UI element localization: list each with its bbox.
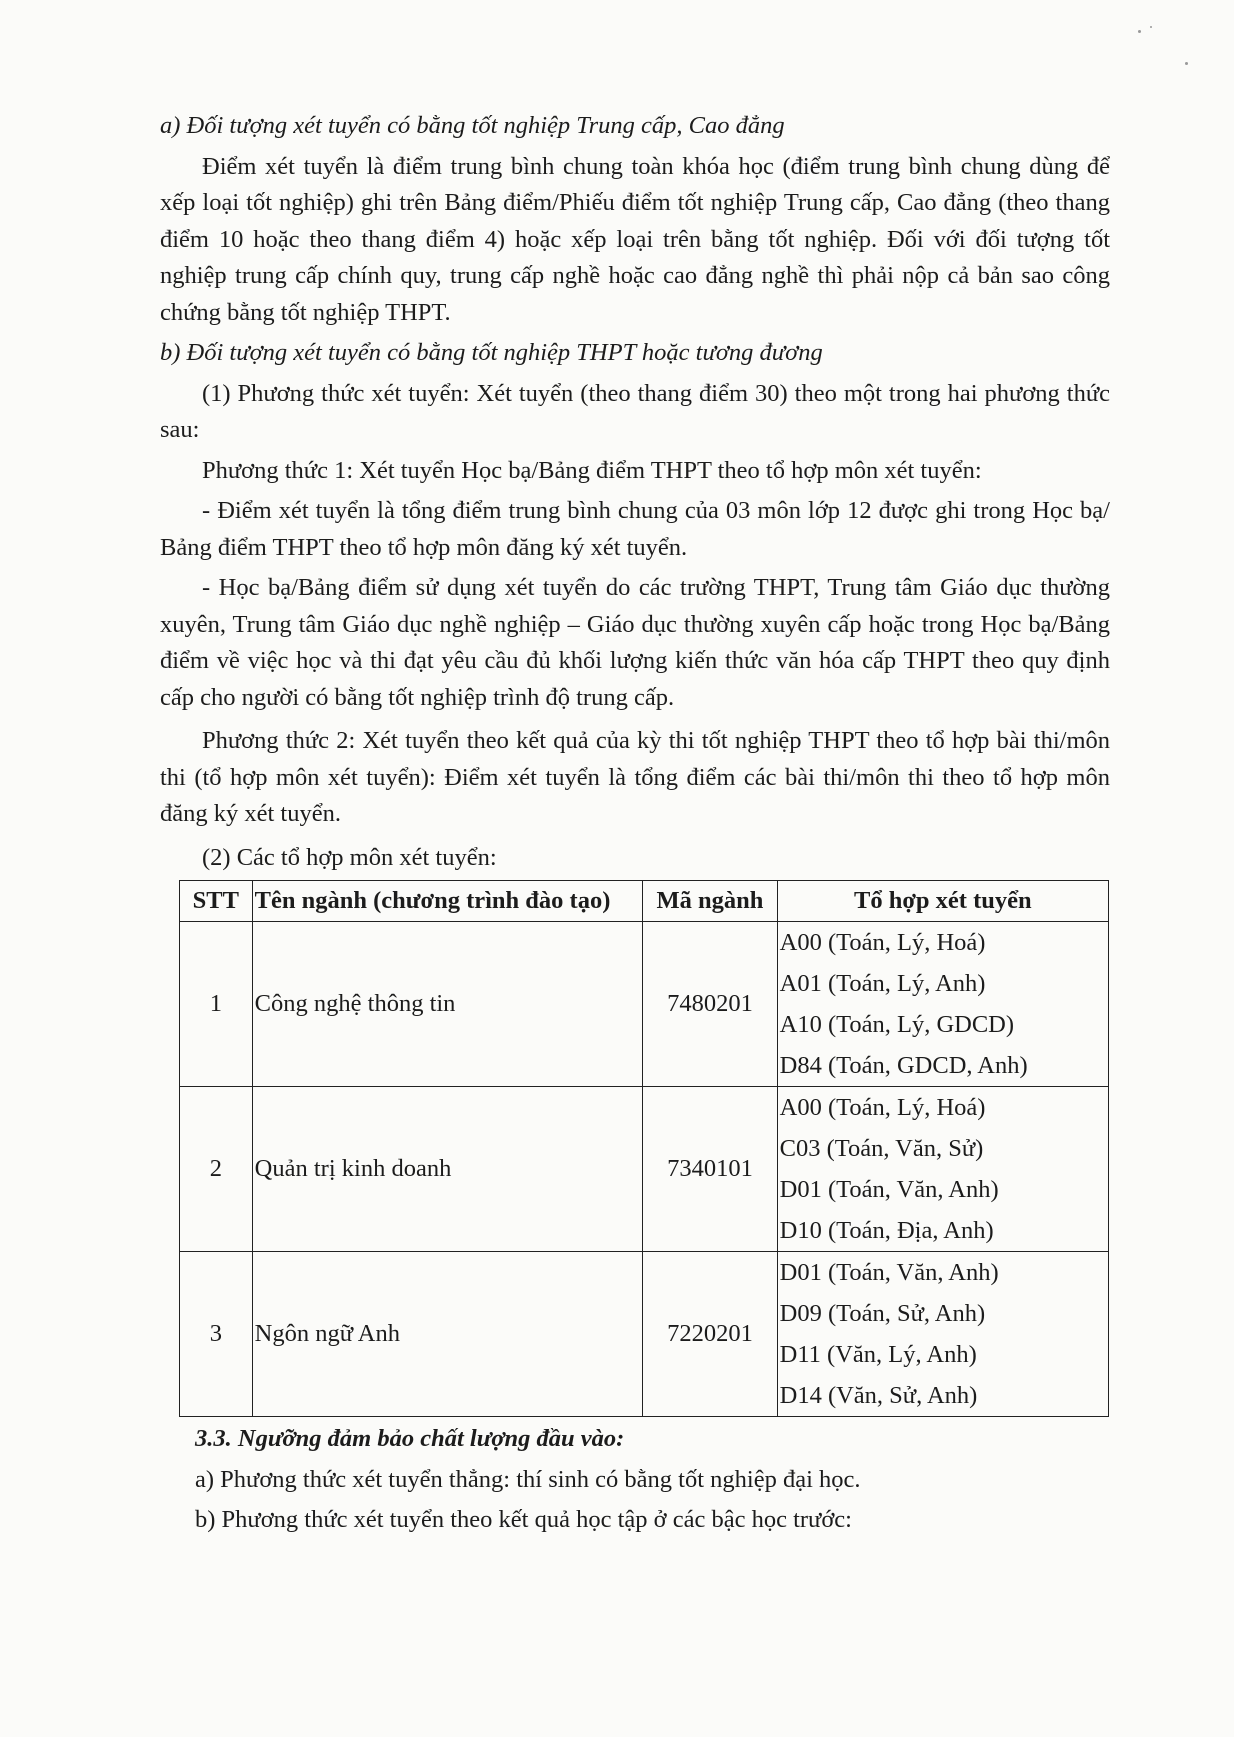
combo-item: D14 (Văn, Sử, Anh) <box>779 1382 978 1409</box>
table-header-row <box>180 881 1109 922</box>
row-stt: 3 <box>180 1252 253 1417</box>
section-b-heading: b) Đối tượng xét tuyển có bằng tốt nghiệp THPT hoặc tương đương <box>160 339 823 366</box>
method1-point2: - Học bạ/Bảng điểm sử dụng xét tuyển do các trường THPT, Trung tâm Giáo dục thường xuyên, Trung tâm Giáo dục nghề nghiệp – Giáo dục thường xuyên cấp hoặc trong Học bạ/Bảng điểm về việc học và thi đạt yêu cầu đủ khối lượng kiến thức văn hóa cấp THPT theo quy định cấp cho người có bằng tốt nghiệp trình độ trung cấp. <box>160 574 1110 711</box>
table-row <box>180 922 1109 1087</box>
combo-item: D11 (Văn, Lý, Anh) <box>779 1341 977 1368</box>
section-a-body: Điểm xét tuyển là điểm trung bình chung toàn khóa học (điểm trung bình chung dùng để xếp loại tốt nghiệp) ghi trên Bảng điểm/Phiếu điểm tốt nghiệp Trung cấp, Cao đẳng (theo thang điểm 10 hoặc theo thang điểm 4) hoặc xếp loại trên bằng tốt nghiệp. Đối với đối tượng tốt nghiệp trung cấp chính quy, trung cấp nghề hoặc cao đẳng nghề thì phải nộp cả bản sao công chứng bằng tốt nghiệp THPT. <box>160 152 1110 326</box>
section-33-item-b: b) Phương thức xét tuyển theo kết quả học tập ở các bậc học trước: <box>195 1506 852 1533</box>
header-code: Mã ngành <box>643 881 777 922</box>
combo-item: D01 (Toán, Văn, Anh) <box>779 1259 999 1286</box>
row-combos <box>777 1087 1108 1252</box>
row-code: 7220201 <box>643 1252 777 1417</box>
scan-speck <box>1138 30 1141 33</box>
scan-speck <box>1185 62 1188 65</box>
method-intro: (1) Phương thức xét tuyển: Xét tuyển (theo thang điểm 30) theo một trong hai phương thức sau: <box>160 379 1110 443</box>
combos-intro: (2) Các tổ hợp môn xét tuyển: <box>202 843 497 871</box>
row-stt: 2 <box>180 1087 253 1252</box>
row-name: Ngôn ngữ Anh <box>252 1252 643 1417</box>
method1-point1: - Điểm xét tuyển là tổng điểm trung bình chung của 03 môn lớp 12 được ghi trong Học bạ/ Bảng điểm THPT theo tổ hợp môn đăng ký xét tuyển. <box>160 497 1110 561</box>
document-page <box>160 108 1110 1539</box>
combo-item: D01 (Toán, Văn, Anh) <box>779 1176 999 1203</box>
section-33-heading: 3.3. Ngưỡng đảm bảo chất lượng đầu vào: <box>195 1425 625 1452</box>
section-a-heading: a) Đối tượng xét tuyển có bằng tốt nghiệp Trung cấp, Cao đẳng <box>160 112 785 139</box>
row-combos <box>777 1252 1108 1417</box>
combo-item: A00 (Toán, Lý, Hoá) <box>779 1094 986 1121</box>
header-stt: STT <box>180 881 253 922</box>
row-code: 7340101 <box>643 1087 777 1252</box>
row-stt: 1 <box>180 922 253 1087</box>
row-name: Quản trị kinh doanh <box>252 1087 643 1252</box>
row-name: Công nghệ thông tin <box>252 922 643 1087</box>
scan-speck <box>1150 26 1152 28</box>
combo-item: D10 (Toán, Địa, Anh) <box>779 1217 994 1244</box>
method2: Phương thức 2: Xét tuyển theo kết quả của kỳ thi tốt nghiệp THPT theo tổ hợp bài thi/môn thi (tổ hợp môn xét tuyển): Điểm xét tuyển là tổng điểm các bài thi/môn thi theo tổ hợp môn đăng ký xét tuyển. <box>160 727 1110 827</box>
header-combos: Tổ hợp xét tuyển <box>777 881 1108 922</box>
section-33-item-a: a) Phương thức xét tuyển thẳng: thí sinh có bằng tốt nghiệp đại học. <box>195 1465 861 1493</box>
combo-item: A01 (Toán, Lý, Anh) <box>779 970 986 997</box>
combo-item: C03 (Toán, Văn, Sử) <box>779 1135 984 1162</box>
table-row <box>180 1087 1109 1252</box>
table-row <box>180 1252 1109 1417</box>
combo-table <box>179 880 1109 1417</box>
row-code: 7480201 <box>643 922 777 1087</box>
combo-item: D84 (Toán, GDCD, Anh) <box>779 1052 1028 1079</box>
header-name: Tên ngành (chương trình đào tạo) <box>252 881 643 922</box>
row-combos <box>777 922 1108 1087</box>
combo-item: A10 (Toán, Lý, GDCD) <box>779 1011 1015 1038</box>
combo-item: D09 (Toán, Sử, Anh) <box>779 1300 986 1327</box>
combo-item: A00 (Toán, Lý, Hoá) <box>779 929 986 956</box>
method1-title: Phương thức 1: Xét tuyển Học bạ/Bảng điểm THPT theo tổ hợp môn xét tuyển: <box>202 456 982 484</box>
